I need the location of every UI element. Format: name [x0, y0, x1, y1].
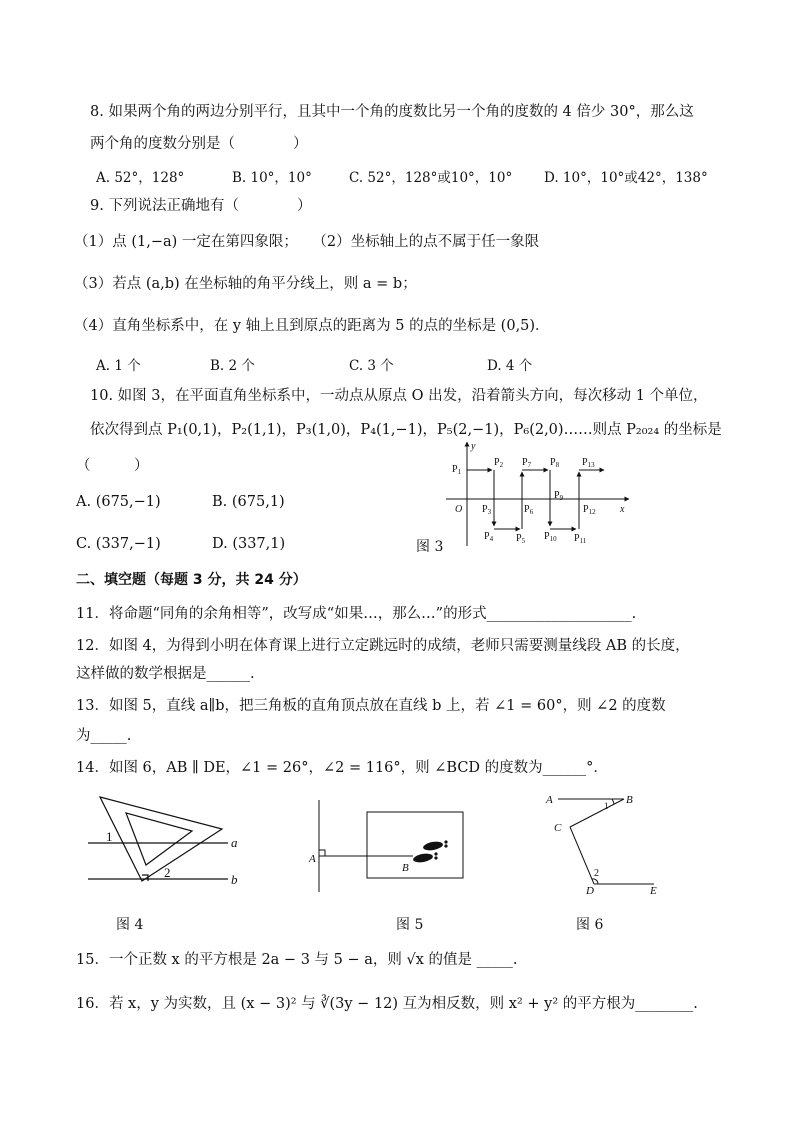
fig3-p9-label: $P_9$ [554, 490, 564, 502]
fig4-label-b: b [231, 872, 238, 887]
fig3-p13-label: $P_{13}$ [582, 457, 595, 469]
fig3-p5-label: $P_5$ [516, 533, 526, 545]
q10-option-b: B. (675,1) [212, 494, 285, 510]
q9-option-a: A. 1 个 [96, 358, 141, 374]
fig3-diagram [444, 438, 644, 550]
fig4-label-1: 1 [106, 829, 113, 844]
q9-statement-4: （4）直角坐标系中，在 y 轴上且到原点的距离为 5 的点的坐标是 (0,5)． [74, 318, 550, 334]
fig3-origin-label: O [455, 504, 463, 515]
fig6-label-e: E [650, 885, 657, 897]
q11-text: 11．将命题“同角的余角相等”，改写成“如果…，那么…”的形式____________________. [76, 606, 637, 622]
fig3-p10-label: $P_{10}$ [544, 531, 557, 543]
fig3-p8-label: $P_8$ [550, 457, 560, 469]
q8-option-d: D. 10°，10°或42°，138° [544, 170, 708, 186]
q10-option-a: A. (675,−1) [76, 494, 161, 510]
q8-line1: 8. 如果两个角的两边分别平行，且其中一个角的度数比另一个角的度数的 4 倍少 30°，那么这 [90, 104, 694, 120]
q9-statement-1-2: （1）点 (1,−a) 一定在第四象限； （2）坐标轴上的点不属于任一象限 [74, 234, 540, 250]
fig6-label-b: B [626, 794, 633, 806]
fig4-caption: 图 4 [116, 917, 144, 933]
fig5-label-a: A [309, 853, 316, 865]
fig5-label-b: B [402, 862, 409, 874]
fig6-label-a: A [546, 794, 553, 806]
fig4-label-a: a [231, 835, 238, 850]
fig3-y-label: y [471, 441, 476, 452]
q9-option-b: B. 2 个 [210, 358, 255, 374]
fig3-p12-label: $P_{12}$ [583, 504, 596, 516]
q10-line2: 依次得到点 P₁(0,1)，P₂(1,1)，P₃(1,0)，P₄(1,−1)，P₅(2,−1)，P₆(2,0)……则点 P₂₀₂₄ 的坐标是 [90, 422, 722, 438]
fig3-p11-label: $P_{11}$ [574, 533, 587, 545]
q8-option-a: A. 52°，128° [96, 170, 185, 186]
fig5-footprints [412, 840, 447, 863]
fig6-label-1: 1 [604, 801, 609, 811]
fig4-diagram [80, 795, 250, 895]
fig3-p6-label: $P_6$ [524, 504, 534, 516]
fig5-caption: 图 5 [396, 917, 424, 933]
fig5-footprint-icon [422, 840, 443, 851]
q12-line2: 这样做的数学根据是______. [76, 666, 255, 682]
fig4-label-2: 2 [164, 865, 171, 880]
fig4-triangle-outer [100, 797, 222, 881]
fig6-diagram [540, 790, 670, 898]
q9-option-c: C. 3 个 [349, 358, 394, 374]
q10-line1: 10. 如图 3，在平面直角坐标系中，一动点从原点 O 出发，沿着箭头方向，每次移动 1 个单位， [90, 388, 708, 404]
q15-text: 15．一个正数 x 的平方根是 2a − 3 与 5 − a，则 √x 的值是 _____. [76, 952, 518, 968]
q14-text: 14．如图 6，AB ∥ DE，∠1 = 26°，∠2 = 116°，则 ∠BCD 的度数为______°． [76, 760, 608, 776]
q8-option-c: C. 52°，128°或10°，10° [349, 170, 513, 186]
q10-option-c: C. (337,−1) [76, 536, 161, 552]
fig3-p2-label: $P_2$ [494, 457, 504, 469]
fig3-caption: 图 3 [416, 539, 444, 555]
fig5-diagram [305, 800, 475, 895]
fig3-p3-label: $P_3$ [482, 504, 492, 516]
q16-text: 16．若 x，y 为实数，且 (x − 3)² 与 ∛(3y − 12) 互为相反数，则 x² + y² 的平方根为________. [76, 996, 698, 1012]
fig3-x-label: x [620, 504, 625, 515]
fig6-label-c: C [554, 822, 562, 834]
fig4-triangle-inner [126, 813, 192, 865]
q10-option-d: D. (337,1) [212, 536, 286, 552]
q13-line1: 13．如图 5，直线 a∥b，把三角板的直角顶点放在直线 b 上，若 ∠1 = 60°，则 ∠2 的度数 [76, 698, 666, 714]
fig3-p4-label: $P_4$ [484, 531, 494, 543]
fig6-angle-1-mark [612, 799, 614, 804]
q9-option-d: D. 4 个 [487, 358, 533, 374]
fig5-footprint-icon [412, 852, 433, 863]
section-2-title: 二、填空题（每题 3 分，共 24 分） [76, 572, 307, 588]
q10-answer-paren: （ ） [76, 458, 149, 474]
q9-stem: 9. 下列说法正确地有（ ） [90, 198, 312, 214]
fig6-segment-cd [570, 827, 594, 884]
fig6-label-d: D [586, 885, 594, 897]
q12-line1: 12．如图 4，为得到小明在体育课上进行立定跳远时的成绩，老师只需要测量线段 AB 的长度， [76, 638, 690, 654]
fig6-label-2: 2 [594, 868, 599, 879]
fig5-right-angle-mark [319, 850, 325, 856]
q8-line2: 两个角的度数分别是（ ） [90, 136, 308, 152]
q9-statement-3: （3）若点 (a,b) 在坐标轴的角平分线上，则 a = b； [74, 276, 417, 292]
fig6-caption: 图 6 [576, 917, 604, 933]
fig6-segment-bc [570, 799, 624, 827]
fig3-p1-label: $P_1$ [452, 464, 462, 476]
fig5-sand-pit [367, 812, 463, 878]
q8-option-b: B. 10°，10° [232, 170, 312, 186]
fig3-p7-label: $P_7$ [522, 457, 532, 469]
q13-line2: 为_____. [76, 728, 132, 744]
